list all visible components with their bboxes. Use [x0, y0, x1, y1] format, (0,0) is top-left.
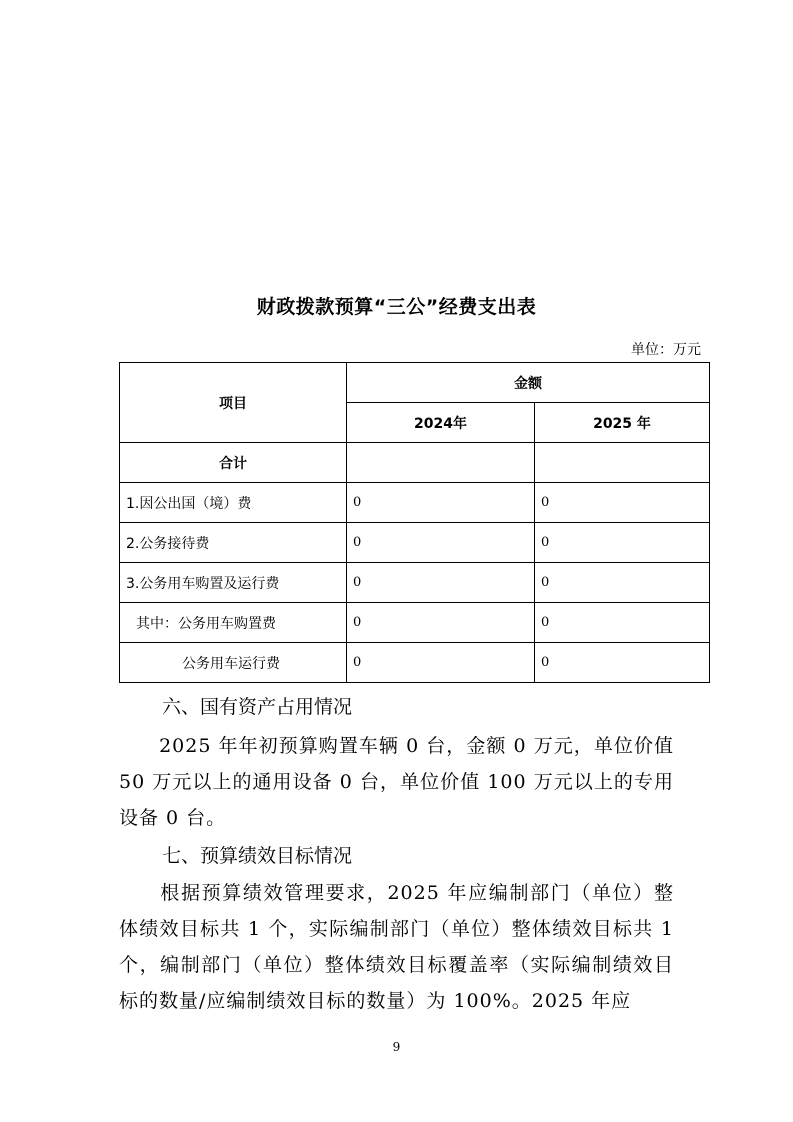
row-value-2025: 0: [535, 523, 710, 563]
section7-paragraph: 根据预算绩效管理要求，2025 年应编制部门（单位）整体绩效目标共 1 个，实际编制部门（单位）整体绩效目标共 1 个，编制部门（单位）整体绩效目标覆盖率（实际编制绩效目标的数量/应编制绩效目标的数量）为 100%。2025 年应: [119, 882, 674, 1012]
table-row: [120, 643, 710, 683]
header-2025: 2025 年: [535, 403, 710, 443]
row-value-2025: 0: [535, 603, 710, 643]
section6-heading: 六、国有资产占用情况: [162, 696, 353, 718]
row-label: 公务用车运行费: [120, 643, 347, 683]
section7-heading: 七、预算绩效目标情况: [162, 845, 353, 867]
header-item: 项目: [120, 363, 347, 443]
section6-paragraph: 2025 年年初预算购置车辆 0 台，金额 0 万元，单位价值 50 万元以上的通用设备 0 台，单位价值 100 万元以上的专用设备 0 台。: [119, 735, 674, 829]
row-value-2024: 0: [347, 563, 535, 603]
table-row: [120, 563, 710, 603]
table-title: 财政拨款预算“三公”经费支出表: [256, 296, 537, 318]
unit-label: 单位：万元: [631, 342, 701, 358]
table-row: [120, 483, 710, 523]
table-row: [120, 603, 710, 643]
budget-table: [119, 362, 710, 683]
row-label: 2.公务接待费: [120, 523, 347, 563]
row-value-2024: 0: [347, 523, 535, 563]
row-value-2025: 0: [535, 643, 710, 683]
row-label: 1.因公出国（境）费: [120, 483, 347, 523]
table-row: [120, 523, 710, 563]
header-amount: 金额: [347, 363, 710, 403]
row-value-2024: [347, 443, 535, 483]
header-2024: 2024年: [347, 403, 535, 443]
row-label: 其中：公务用车购置费: [120, 603, 347, 643]
row-value-2024: 0: [347, 603, 535, 643]
row-value-2025: 0: [535, 483, 710, 523]
row-value-2024: 0: [347, 483, 535, 523]
row-value-2025: [535, 443, 710, 483]
page-number: 9: [392, 1040, 401, 1054]
row-value-2025: 0: [535, 563, 710, 603]
row-label: 3.公务用车购置及运行费: [120, 563, 347, 603]
row-value-2024: 0: [347, 643, 535, 683]
row-label: 合计: [120, 443, 347, 483]
table-row: [120, 443, 710, 483]
